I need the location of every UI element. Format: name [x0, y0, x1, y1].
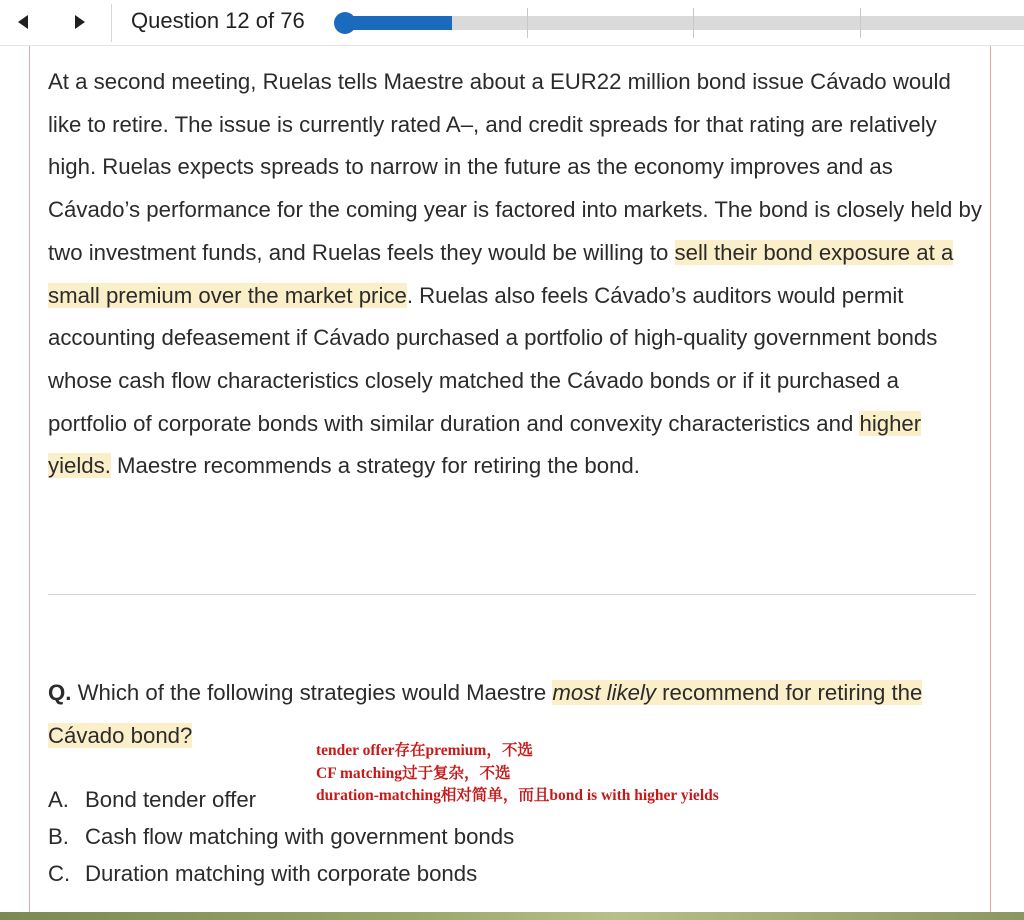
- progress-tick: [693, 8, 694, 38]
- passage-highlight: higher yields.: [48, 410, 922, 479]
- option-letter: B.: [48, 824, 69, 849]
- answer-option-a[interactable]: [48, 781, 748, 818]
- passage-highlight: sell their bond exposure at a small premium over the market price: [48, 239, 954, 308]
- option-letter: C.: [48, 861, 71, 886]
- section-divider: [48, 594, 976, 595]
- passage-text: Maestre recommends a strategy for retiring the bond.: [110, 453, 640, 479]
- answer-options: [48, 781, 748, 892]
- answer-option-c[interactable]: [48, 855, 748, 892]
- annotation-line: duration-matching相对简单，而且bond is with higher yields: [316, 787, 719, 804]
- annotation-line: CF matching过于复杂，不选: [316, 764, 511, 782]
- progress-bar: [345, 16, 1024, 30]
- annotation-line: tender offer存在premium，不选: [316, 742, 533, 759]
- case-passage: [48, 61, 983, 488]
- question-navigation-bar: [0, 0, 1024, 46]
- question-panel: [29, 46, 991, 912]
- progress-tick: [527, 8, 528, 38]
- window-bottom-edge: [0, 912, 1024, 920]
- passage-text: . Ruelas also feels Cávado’s auditors would permit accounting defeasement if Cávado purchased a portfolio of high-quality government bonds whose cash flow characteristics closely matched the Cávado bonds or if it purchased a portfolio of corporate bonds with similar duration and convexity characteristics and: [48, 282, 938, 436]
- question-emphasis: most likely: [552, 680, 656, 705]
- previous-question-button[interactable]: [10, 9, 36, 35]
- next-question-button[interactable]: [67, 9, 93, 35]
- question-text: Which of the following strategies would Maestre: [71, 680, 547, 705]
- question-highlight-text: recommend for retiring the Cávado bond?: [48, 680, 923, 748]
- nav-divider: [111, 4, 112, 42]
- progress-knob[interactable]: [334, 12, 356, 34]
- progress-bar-fill: [345, 16, 452, 30]
- triangle-left-icon: [16, 15, 30, 29]
- question-counter: Question 12 of 76: [131, 8, 305, 33]
- option-text: Duration matching with corporate bonds: [85, 861, 478, 886]
- option-letter: A.: [48, 787, 69, 812]
- answer-option-b[interactable]: [48, 818, 748, 855]
- triangle-right-icon: [73, 15, 87, 29]
- question-prefix: Q.: [48, 680, 72, 705]
- passage-text: At a second meeting, Ruelas tells Maestre about a EUR22 million bond issue Cávado would like to retire. The issue is currently rated A–, and credit spreads for that rating are relatively high. Ruelas expects spreads to narrow in the future as the economy improves and as Cávado’s performance for the coming year is factored into markets. The bond is closely held by two investment funds, and Ruelas feels they would be willing to: [48, 69, 982, 265]
- progress-tick: [860, 8, 861, 38]
- option-text: Bond tender offer: [85, 787, 257, 812]
- option-text: Cash flow matching with government bonds: [85, 824, 515, 849]
